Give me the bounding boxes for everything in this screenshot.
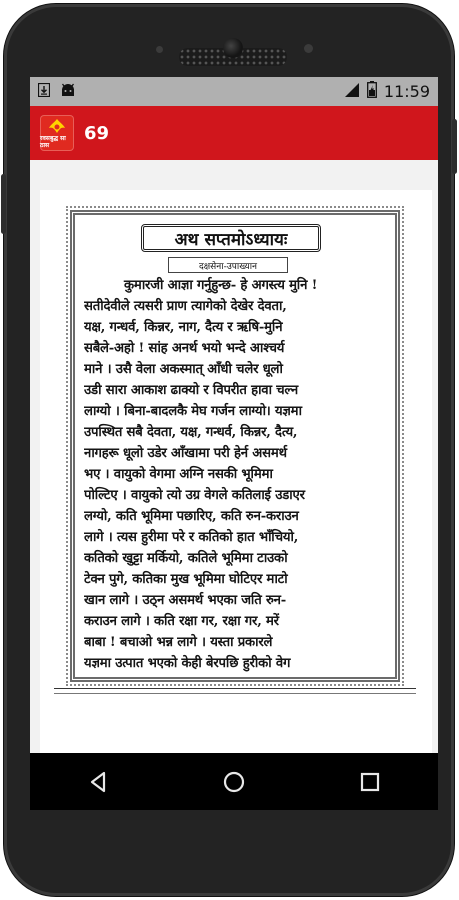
phone-frame bbox=[4, 4, 454, 896]
chapter-subtitle: दक्षसेना-उपाख्यान bbox=[168, 257, 288, 273]
text-line: लागे । त्यस हुरीमा परे र कतिको हात भाँचियो, bbox=[84, 530, 299, 545]
signal-icon bbox=[344, 82, 360, 102]
text-line: सतीदेवीले त्यसरी प्राण त्यागेको देखेर देवता, bbox=[84, 299, 287, 314]
text-line: कतिको खुट्टा मर्कियो, कतिले भूमिमा टाउको bbox=[84, 551, 288, 566]
text-line: उडी सारा आकाश ढाक्यो र विपरीत हावा चल्न bbox=[84, 383, 298, 398]
text-line: कराउन लागे । कति रक्षा गर, रक्षा गर, मरें bbox=[84, 614, 279, 629]
text-line: यक्ष, गन्धर्व, किन्नर, नाग, दैत्य र ऋषि-मुनि bbox=[84, 320, 283, 335]
recents-button[interactable] bbox=[350, 762, 390, 802]
screen bbox=[30, 77, 438, 810]
home-icon bbox=[223, 771, 245, 793]
back-icon bbox=[87, 771, 109, 793]
chapter-title: अथ सप्तमोऽध्यायः bbox=[141, 224, 321, 252]
text-line: सबैले-अहो ! सांह अनर्थ भयो भन्दे आश्चर्य bbox=[84, 341, 285, 356]
text-line: लाग्यो । बिना-बादलकै मेघ गर्जन लाग्यो। यज्ञमा bbox=[84, 404, 302, 419]
android-icon bbox=[60, 82, 76, 101]
battery-icon bbox=[367, 81, 377, 102]
text-line: लग्यो, कति भूमिमा पछारिए, कति रुन-कराउन bbox=[84, 509, 299, 524]
text-line: यज्ञमा उत्पात भएको केही बेरपछि हुरीको वेग bbox=[84, 656, 291, 671]
scanned-page bbox=[40, 190, 432, 810]
logo-text: रवसबुद्ध सा ठास bbox=[40, 134, 66, 149]
app-bar bbox=[30, 106, 438, 160]
front-camera bbox=[223, 38, 243, 58]
text-line: खान लागे । उठ्न असमर्थ भएका जति रुन- bbox=[84, 593, 287, 608]
page-bottom-rule bbox=[54, 693, 416, 694]
proximity-sensor bbox=[156, 46, 163, 53]
text-line: नागहरू धूलो उडेर आँखामा परी हेर्न असमर्थ bbox=[84, 446, 287, 461]
page-number-title: 69 bbox=[84, 122, 110, 144]
page-bottom-rule bbox=[54, 688, 416, 689]
page-text bbox=[84, 275, 388, 674]
recents-icon bbox=[360, 772, 380, 792]
download-icon bbox=[38, 82, 50, 101]
volume-button bbox=[1, 174, 6, 234]
text-line: बाबा ! बचाओ भन्न लागे । यस्ता प्रकारले bbox=[84, 635, 273, 650]
status-clock: 11:59 bbox=[383, 82, 430, 101]
app-logo[interactable] bbox=[40, 115, 74, 151]
light-sensor bbox=[304, 44, 313, 53]
text-line: कुमारजी आज्ञा गर्नुहुन्छ- हे अगस्त्य मुनि ! bbox=[124, 278, 318, 293]
text-line: माने । उसै वेला अकस्मात् आँधी चलेर धूलो bbox=[84, 362, 283, 377]
navigation-bar bbox=[30, 753, 438, 810]
text-line: उपस्थित सबै देवता, यक्ष, गन्धर्व, किन्नर, दैत्य, bbox=[84, 425, 298, 440]
logo-emblem-icon bbox=[45, 118, 69, 134]
text-line: भए । वायुको वेगमा अग्नि नसकी भूमिमा bbox=[84, 467, 273, 482]
text-line: पोल्टिए । वायुको त्यो उग्र वेगले कतिलाई उडाएर bbox=[84, 488, 305, 503]
status-bar bbox=[30, 77, 438, 106]
power-button bbox=[452, 119, 457, 174]
content-area[interactable] bbox=[30, 160, 438, 780]
text-line: टेक्न पुगे, कतिका मुख भूमिमा घोटिएर माटो bbox=[84, 572, 288, 587]
back-button[interactable] bbox=[78, 762, 118, 802]
home-button[interactable] bbox=[214, 762, 254, 802]
